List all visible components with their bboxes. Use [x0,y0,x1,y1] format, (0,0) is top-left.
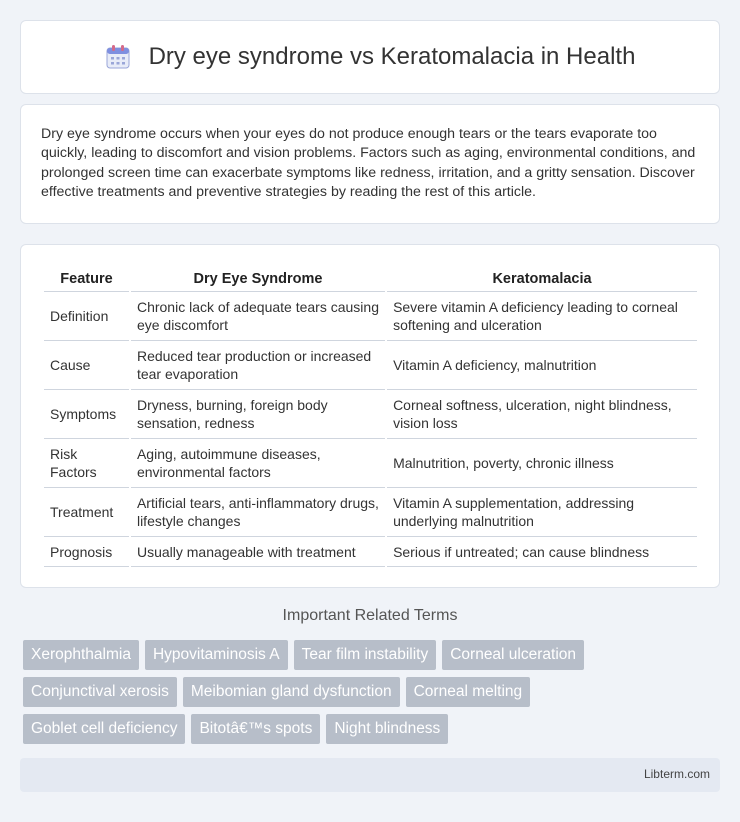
footer-site-link[interactable]: Libterm.com [643,767,710,781]
related-terms-title: Important Related Terms [282,607,458,624]
keratomalacia-cell: Severe vitamin A deficiency leading to corneal softening and ulceration [387,292,697,341]
tag-bitots-spots[interactable]: Bitotâ€™s spots [191,714,320,744]
keratomalacia-cell: Vitamin A deficiency, malnutrition [387,341,697,390]
tag-hypovitaminosis-a[interactable]: Hypovitaminosis A [145,640,288,670]
header [105,43,636,71]
table-header-row [44,266,697,292]
tag-conjunctival-xerosis[interactable]: Conjunctival xerosis [23,677,177,707]
table-row [44,341,697,390]
keratomalacia-cell: Corneal softness, ulceration, night blindness, vision loss [387,390,697,439]
tag-corneal-melting[interactable]: Corneal melting [406,677,531,707]
feature-cell: Symptoms [44,390,129,439]
keratomalacia-cell: Malnutrition, poverty, chronic illness [387,439,697,488]
feature-cell: Definition [44,292,129,341]
calendar-icon [105,44,131,70]
dry-eye-cell: Chronic lack of adequate tears causing eye discomfort [131,292,385,341]
comparison-table [42,266,699,567]
tag-night-blindness[interactable]: Night blindness [326,714,448,744]
tag-goblet-cell-deficiency[interactable]: Goblet cell deficiency [23,714,185,744]
feature-cell: Prognosis [44,537,129,567]
feature-cell: Cause [44,341,129,390]
header-dry-eye-syndrome: Dry Eye Syndrome [131,266,385,292]
dry-eye-cell: Aging, autoimmune diseases, environmental factors [131,439,385,488]
keratomalacia-cell: Vitamin A supplementation, addressing underlying malnutrition [387,488,697,537]
dry-eye-cell: Reduced tear production or increased tear evaporation [131,341,385,390]
header-keratomalacia: Keratomalacia [387,266,697,292]
table-row [44,537,697,567]
dry-eye-cell: Usually manageable with treatment [131,537,385,567]
tag-tear-film-instability[interactable]: Tear film instability [294,640,437,670]
table-row [44,292,697,341]
page-title: Dry eye syndrome vs Keratomalacia in Health [148,43,636,70]
tag-row [23,714,713,744]
intro-card [20,104,720,224]
header-card [20,20,720,94]
table-row [44,488,697,537]
tag-xerophthalmia[interactable]: Xerophthalmia [23,640,139,670]
comparison-card [20,244,720,588]
table-row [44,439,697,488]
dry-eye-cell: Dryness, burning, foreign body sensation, redness [131,390,385,439]
tag-row [23,677,713,707]
intro-text: Dry eye syndrome occurs when your eyes do not produce enough tears or the tears evaporate too quickly, leading to discomfort and vision problems. Factors such as aging, environmental conditions, and prolonged screen time can exacerbate symptoms like redness, irritation, and a gritty sensation. Discover effective treatments and preventive strategies by reading the rest of this article. [41,126,696,201]
table-row [44,390,697,439]
keratomalacia-cell: Serious if untreated; can cause blindness [387,537,697,567]
tag-meibomian-gland-dysfunction[interactable]: Meibomian gland dysfunction [183,677,400,707]
feature-cell: Risk Factors [44,439,129,488]
related-terms-list [23,640,713,751]
feature-cell: Treatment [44,488,129,537]
footer [20,758,720,792]
tag-corneal-ulceration[interactable]: Corneal ulceration [442,640,584,670]
dry-eye-cell: Artificial tears, anti-inflammatory drugs, lifestyle changes [131,488,385,537]
tag-row [23,640,713,670]
header-feature: Feature [44,266,129,292]
